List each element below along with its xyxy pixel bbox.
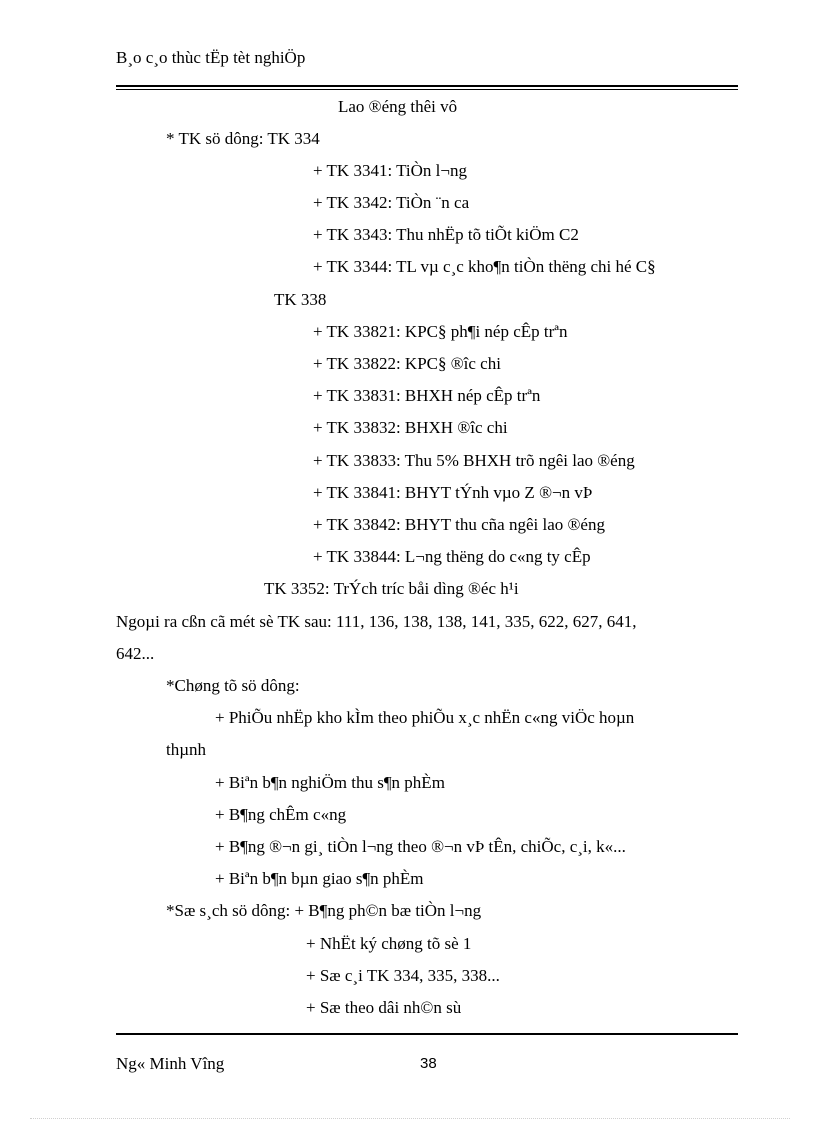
text-line: + B¶ng ®¬n gi¸ tiÒn l¬ng theo ®¬n vÞ tÊn, chiÕc, c¸i, k«... — [215, 837, 626, 856]
text-line: + TK 33832: BHXH ®îc chi — [313, 418, 508, 437]
header-rule-thick — [116, 85, 738, 87]
text-line: + TK 3342: TiÒn ¨n ca — [313, 193, 470, 212]
text-line: Lao ®éng thêi vô — [338, 97, 458, 116]
text-line: + TK 33844: L¬ng thëng do c«ng ty cÊp — [313, 547, 591, 566]
text-line: *Chøng tõ sö dông: — [166, 676, 300, 695]
page-number: 38 — [420, 1055, 437, 1072]
text-line: + TK 33841: BHYT tÝnh vµo Z ®¬n vÞ — [313, 483, 593, 502]
text-line: + Biªn b¶n bµn giao s¶n phÈm — [215, 869, 424, 888]
footer-author: Ng« Minh Vîng — [116, 1054, 225, 1073]
text-line: TK 338 — [274, 290, 327, 309]
text-line: + TK 33833: Thu 5% BHXH trõ ngêi lao ®éng — [313, 451, 635, 470]
text-line: + TK 33831: BHXH nép cÊp trªn — [313, 386, 541, 405]
page-header-title: B¸o c¸o thùc tËp tèt nghiÖp — [116, 48, 306, 67]
text-line: + TK 3341: TiÒn l¬ng — [313, 161, 467, 180]
text-line: + TK 33842: BHYT thu cña ngêi lao ®éng — [313, 515, 605, 534]
text-line: + TK 33821: KPC§ ph¶i nép cÊp trªn — [313, 322, 568, 341]
text-line: + TK 3344: TL vµ c¸c kho¶n tiÒn thëng chi hé C§ — [313, 257, 656, 276]
text-line: TK 3352: TrÝch tríc båi dìng ®éc h¹i — [264, 579, 519, 598]
text-line: + TK 3343: Thu nhËp tõ tiÕt kiÖm C2 — [313, 225, 579, 244]
text-line: + NhËt ký chøng tõ sè 1 — [306, 934, 472, 953]
header-rule-thin — [116, 89, 738, 90]
text-line: thµnh — [166, 740, 207, 759]
text-line: *Sæ s¸ch sö dông: + B¶ng ph©n bæ tiÒn l¬ng — [166, 901, 482, 920]
text-line: + Sæ c¸i TK 334, 335, 338... — [306, 966, 500, 985]
text-line: + Biªn b¶n nghiÖm thu s¶n phÈm — [215, 773, 445, 792]
text-line: + B¶ng chÊm c«ng — [215, 805, 347, 824]
text-line: + Sæ theo dâi nh©n sù — [306, 998, 462, 1017]
page-edge-dotted-border — [30, 1118, 790, 1119]
text-line: + PhiÕu nhËp kho kÌm theo phiÕu x¸c nhËn c«ng viÖc hoµn — [215, 708, 635, 727]
text-line: * TK sö dông: TK 334 — [166, 129, 320, 148]
text-line: 642... — [116, 644, 155, 663]
footer-rule — [116, 1033, 738, 1035]
text-line: Ngoµi ra cßn cã mét sè TK sau: 111, 136, 138, 138, 141, 335, 622, 627, 641, — [116, 612, 637, 631]
text-line: + TK 33822: KPC§ ®îc chi — [313, 354, 501, 373]
